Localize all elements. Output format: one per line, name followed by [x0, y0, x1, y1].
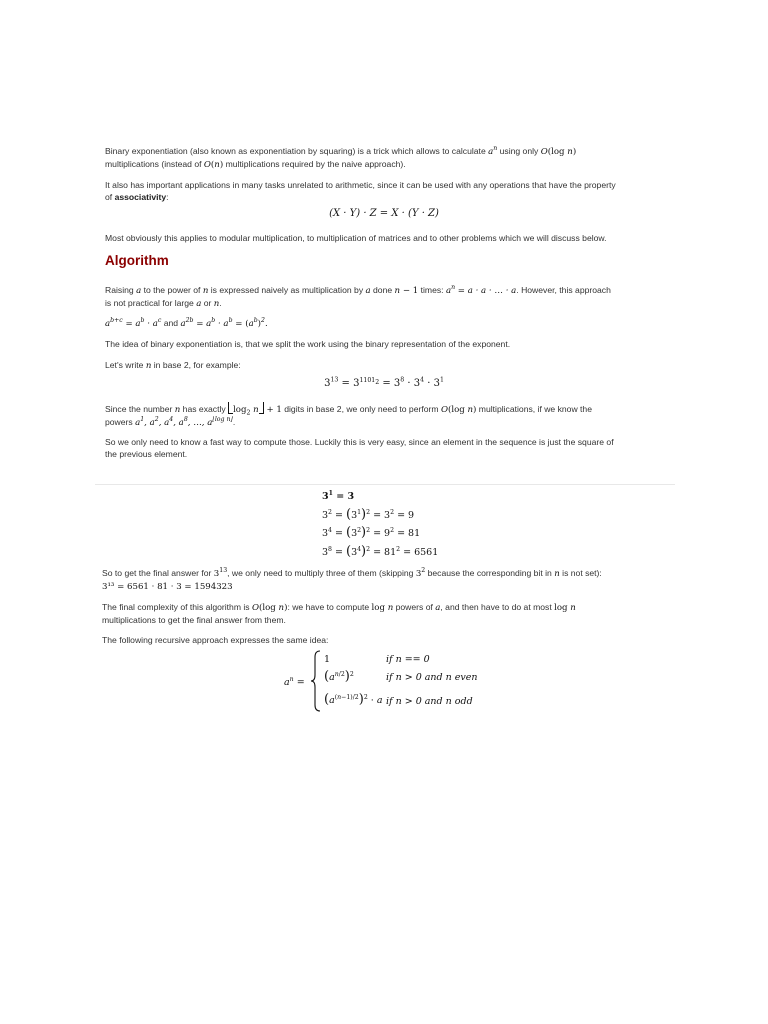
math-double-rule: $a^{2b} = a^b \cdot a^b = (a^b)^2$ [180, 317, 265, 329]
piecewise-lhs: $a^n$ = [284, 675, 305, 688]
power-row-2: $3^2 = (3^1)^2 = 3^2 = 9$ [322, 506, 415, 522]
section-divider [95, 484, 675, 485]
intro-paragraph-3: Most obviously this applies to modular multiplication, to multiplication of matrices and to other problems which we will discuss below. [105, 233, 607, 243]
algorithm-paragraph-4: Since the number n has exactly $\log_2 n + 1$ digits in base 2, we only need to perform O(log n) multiplications, if we know the powers $a^1$, $a^2$, $a^4$, $a^8$, …, $a^{⌊log n⌋}$. [105, 404, 592, 428]
math-big-o-log-n: O(log n) [540, 147, 577, 157]
left-brace-icon [310, 650, 322, 712]
intro-paragraph-2: It also has important applications in many tasks unrelated to arithmetic, since it can be used with any operations that have the property of associativity: [105, 180, 616, 202]
case-1-condition: if n == 0 [386, 654, 430, 665]
math-powers-list: $a^1$, $a^2$, $a^4$, $a^8$, …, $a^{⌊log n⌋}$ [135, 416, 233, 428]
associativity-equation: (X · Y) · Z = X · (Y · Z) [329, 208, 439, 219]
complexity-paragraph: The final complexity of this algorithm is O(log n): we have to compute log n powers of a, and then have to do at most log n multiplications to get the final answer from them. [102, 602, 576, 625]
case-2-value: $(a^{n/2})^2$ [324, 669, 354, 684]
exponent-rules: $a^{b+c} = a^b \cdot a^c$ and $a^{2b} = a^b \cdot a^b = (a^b)^2$. [105, 317, 268, 329]
algorithm-paragraph-3: Let's write n in base 2, for example: [105, 360, 241, 371]
algorithm-heading: Algorithm [105, 253, 169, 268]
case-3-value: $(a^{(n-1)/2})^2 \cdot a$ [324, 692, 383, 707]
power-row-1: $3^1 = 3$ [322, 489, 355, 502]
associativity-term: associativity [114, 192, 167, 202]
math-naive-product: $a^n = a \cdot a$ · … · a [445, 284, 517, 296]
final-result-equation: 3¹³ = 6561 · 81 · 3 = 1594323 [102, 582, 233, 592]
case-1-value: 1 [324, 654, 331, 665]
final-answer-paragraph: So to get the final answer for $3^{13}$, we only need to multiply three of them (skipping $3^2$ because the corresponding bit in n is not set): 3¹³ = 6561 · 81 · 3 = 1594323 [102, 567, 602, 592]
math-sum-rule: $a^{b+c} = a^b \cdot a^c$ [105, 317, 162, 329]
math-big-o-n: O(n) [203, 160, 224, 170]
base-two-example-equation: $3^{13} = 3^{1101_2} = 3^8 \cdot 3^4 \cdot 3^1$ [324, 376, 444, 389]
recursive-intro-paragraph: The following recursive approach expresses the same idea: [102, 635, 329, 645]
intro-paragraph-1: Binary exponentiation (also known as exponentiation by squaring) is a trick which allows to calculate $a^n$ using only O(log n) multiplications (instead of O(n) multiplications required by the naive approach). [105, 145, 577, 170]
powers-of-three-stack [322, 488, 438, 561]
power-row-4: $3^4 = (3^2)^2 = 9^2 = 81$ [322, 525, 421, 540]
case-2-condition: if n > 0 and n even [386, 672, 478, 683]
case-3-condition: if n > 0 and n odd [386, 696, 473, 707]
math-a-pow-n: $a^n$ [488, 145, 498, 157]
algorithm-paragraph-5: So we only need to know a fast way to compute those. Luckily this is very easy, since an element in the sequence is just the square of the previous element. [105, 437, 614, 459]
algorithm-paragraph-2: The idea of binary exponentiation is, that we split the work using the binary representation of the exponent. [105, 339, 511, 349]
power-row-8: $3^8 = (3^4)^2 = 81^2 = 6561$ [322, 543, 439, 559]
math-floor-log: $\log_2 n + 1$ [228, 405, 282, 415]
algorithm-paragraph-1: Raising a to the power of n is expressed naively as multiplication by a done n − 1 times: $a^n = a \cdot a$ · … · a. However, this approach is not practical for large a or n. [105, 284, 611, 309]
